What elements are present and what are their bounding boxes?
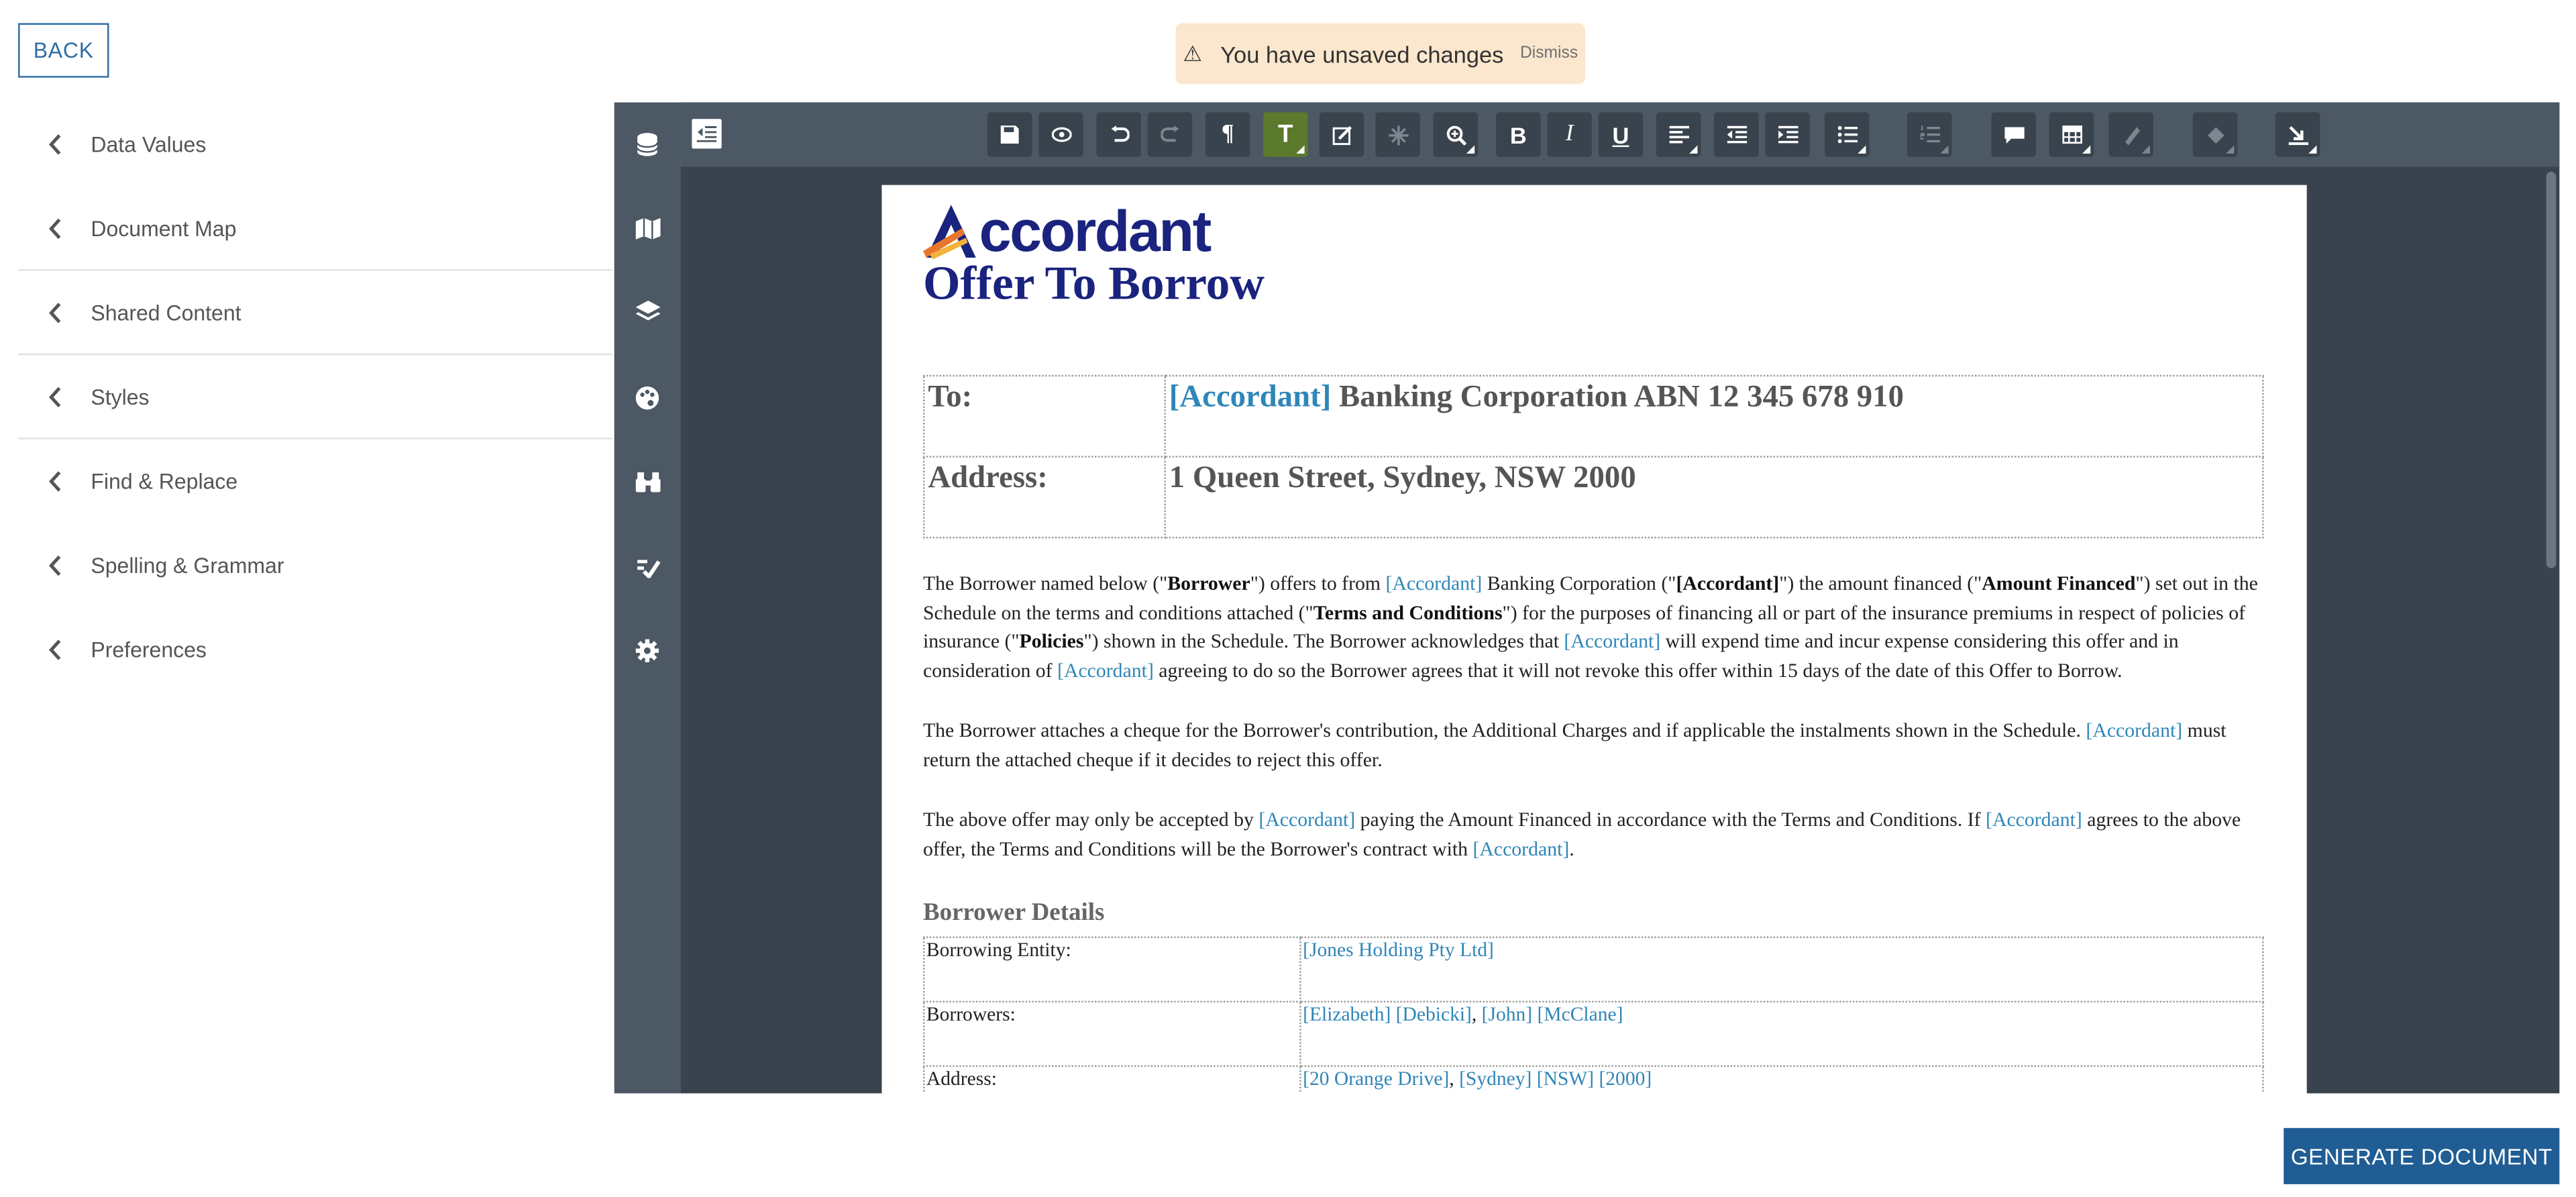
logo-text: ccordant (979, 199, 1210, 264)
undo-icon[interactable] (1096, 112, 1140, 156)
binoculars-icon[interactable] (634, 469, 660, 495)
comment-icon[interactable] (1992, 112, 2036, 156)
highlight-icon[interactable] (2108, 112, 2153, 156)
pilcrow-icon[interactable]: ¶ (1205, 112, 1250, 156)
sidebar-item-document-map[interactable] (18, 187, 612, 271)
borrower-details-heading: Borrower Details (922, 900, 1105, 927)
edit-icon[interactable] (1320, 112, 1364, 156)
field-tag[interactable]: [Accordant] (2086, 718, 2183, 742)
map-icon[interactable] (634, 215, 660, 241)
bullet-list-icon[interactable] (1825, 112, 1869, 156)
sidebar-item-label: Preferences (91, 636, 207, 662)
sidebar-item-label: Shared Content (91, 299, 241, 325)
sidebar-item-data-values[interactable] (18, 103, 612, 187)
sidebar-item-label: Styles (91, 384, 150, 409)
sidebar-item-styles[interactable] (18, 355, 612, 439)
row-value (1300, 937, 2263, 1002)
row-label: Address: (924, 1066, 1300, 1094)
address-label: Address: (924, 457, 1165, 538)
unsaved-changes-banner (1176, 23, 1585, 84)
field-tag[interactable]: [Jones Holding Pty Ltd] (1303, 938, 1494, 961)
banner-message: You have unsaved changes (1220, 40, 1504, 67)
sidebar-item-shared-content[interactable] (18, 271, 612, 356)
dropdown-indicator (1466, 146, 1474, 154)
table-row (924, 1002, 2263, 1066)
align-icon[interactable] (1656, 112, 1701, 156)
field-tag[interactable]: [Accordant] (1385, 571, 1483, 595)
table-row (924, 1066, 2263, 1094)
warning-icon: ⚠ (1183, 40, 1203, 66)
panel-icon-rail (614, 103, 680, 1094)
document-page[interactable] (881, 185, 2306, 1094)
recipient-table (923, 375, 2264, 539)
to-label: To: (924, 376, 1165, 457)
preview-icon[interactable] (1038, 112, 1083, 156)
sidebar-panel (18, 103, 612, 692)
accordant-logo (923, 199, 1210, 264)
sidebar-item-spelling-grammar[interactable] (18, 523, 612, 608)
editor-toolbar (680, 103, 2559, 167)
save-icon[interactable] (987, 112, 1032, 156)
chevron-left-icon (18, 554, 91, 576)
insert-icon[interactable] (2275, 112, 2320, 156)
collapse-panel-icon[interactable] (692, 119, 721, 148)
text-style-icon[interactable]: T (1263, 112, 1307, 156)
table-row (924, 937, 2263, 1002)
field-tag[interactable]: [Accordant] (1057, 658, 1154, 682)
paragraph-acceptance: The above offer may only be accepted by [Accordant] paying the Amount Financed in accordance with the Terms and Conditions. If [Accordant] agrees to the above offer, the Terms and Conditions will be the Borrower's contract with [Accordant]. (922, 807, 2241, 860)
chevron-left-icon (18, 386, 91, 407)
field-tag[interactable]: [John] [McClane] (1481, 1002, 1623, 1026)
chevron-left-icon (18, 217, 91, 239)
dropdown-indicator (2226, 146, 2234, 154)
paragraph-offer: The Borrower named below ("Borrower") offers to from [Accordant] Banking Corporation ("[Accordant]") the amount financed ("Amount Financed") set out in the Schedule on the terms and conditions attached ("Terms and Conditions") for the purposes of financing all or part of the insurance premiums in respect of policies of insurance ("Policies") shown in the Schedule. The Borrower acknowledges that [Accordant] will expend time and incur expense considering this offer and in consideration of [Accordant] agreeing to do so the Borrower agrees that it will not revoke this offer within 15 days of the date of this Offer to Borrow. (922, 571, 2258, 682)
field-tag[interactable]: [Accordant] (1472, 836, 1570, 860)
field-tag[interactable]: [Accordant] (1258, 807, 1356, 831)
field-tag[interactable]: [Accordant] (1169, 380, 1332, 415)
indent-icon[interactable] (1765, 112, 1809, 156)
row-value: [20 Orange Drive], [Sydney] [NSW] [2000] (1300, 1066, 2263, 1094)
paragraph-cheque: The Borrower attaches a cheque for the Borrower's contribution, the Additional Charges and if applicable the instalments shown in the Schedule. [Accordant] must return the attached cheque if it decides to reject this offer. (922, 718, 2226, 771)
redo-icon[interactable] (1148, 112, 1192, 156)
sidebar-item-find-replace[interactable] (18, 439, 612, 524)
sparkle-icon[interactable] (1375, 112, 1419, 156)
address-value: 1 Queen Street, Sydney, NSW 2000 (1165, 457, 2263, 538)
dropdown-indicator (1689, 146, 1697, 154)
sidebar-item-preferences[interactable] (18, 608, 612, 692)
dropdown-indicator (2308, 146, 2316, 154)
sidebar-item-label: Find & Replace (91, 468, 238, 493)
editor-scrollbar[interactable] (2546, 172, 2557, 568)
back-button[interactable]: BACK (18, 23, 109, 77)
italic-icon[interactable]: I (1547, 112, 1591, 156)
dropdown-indicator (1940, 146, 1948, 154)
field-tag[interactable]: [20 Orange Drive] (1303, 1067, 1450, 1090)
layers-icon[interactable] (634, 299, 660, 325)
field-tag[interactable]: [Elizabeth] [Debicki] (1303, 1002, 1472, 1026)
sidebar-item-label: Document Map (91, 215, 237, 241)
sidebar-item-label: Spelling & Grammar (91, 552, 284, 578)
chevron-left-icon (18, 301, 91, 323)
dropdown-indicator (2082, 146, 2090, 154)
field-tag[interactable]: [Accordant] (1986, 807, 2082, 831)
chevron-left-icon (18, 470, 91, 491)
dismiss-link[interactable]: Dismiss (1520, 44, 1578, 63)
dropdown-indicator (1858, 146, 1866, 154)
row-label: Borrowers: (924, 1002, 1300, 1066)
to-value: [Accordant] Banking Corporation ABN 12 345 678 910 (1165, 376, 2263, 457)
dropdown-indicator (2142, 146, 2150, 154)
borrower-details-table (923, 937, 2264, 1094)
database-icon[interactable] (634, 130, 660, 156)
underline-icon[interactable]: U (1599, 112, 1643, 156)
row-label: Borrowing Entity: (924, 937, 1300, 1002)
accordant-logo-mark (923, 201, 979, 261)
palette-icon[interactable] (634, 385, 660, 411)
generate-document-button[interactable]: GENERATE DOCUMENT (2284, 1128, 2559, 1184)
row-value: [Elizabeth] [Debicki], [John] [McClane] (1300, 1002, 2263, 1066)
chevron-left-icon (18, 638, 91, 660)
zoom-icon[interactable] (1434, 112, 1478, 156)
checklist-icon[interactable] (634, 554, 660, 580)
fill-icon[interactable] (2193, 112, 2237, 156)
field-tag[interactable]: [Sydney] [NSW] [2000] (1459, 1067, 1652, 1090)
numbered-list-icon[interactable] (1907, 112, 1951, 156)
document-title: Offer To Borrow (922, 257, 1265, 311)
dropdown-indicator (1296, 146, 1304, 154)
chevron-left-icon (18, 133, 91, 154)
sidebar-item-label: Data Values (91, 131, 207, 156)
gear-icon[interactable] (634, 637, 660, 664)
document-editor (680, 103, 2559, 1094)
outdent-icon[interactable] (1714, 112, 1758, 156)
bold-icon[interactable]: B (1496, 112, 1540, 156)
table-icon[interactable] (2049, 112, 2094, 156)
field-tag[interactable]: [Accordant] (1564, 629, 1661, 653)
